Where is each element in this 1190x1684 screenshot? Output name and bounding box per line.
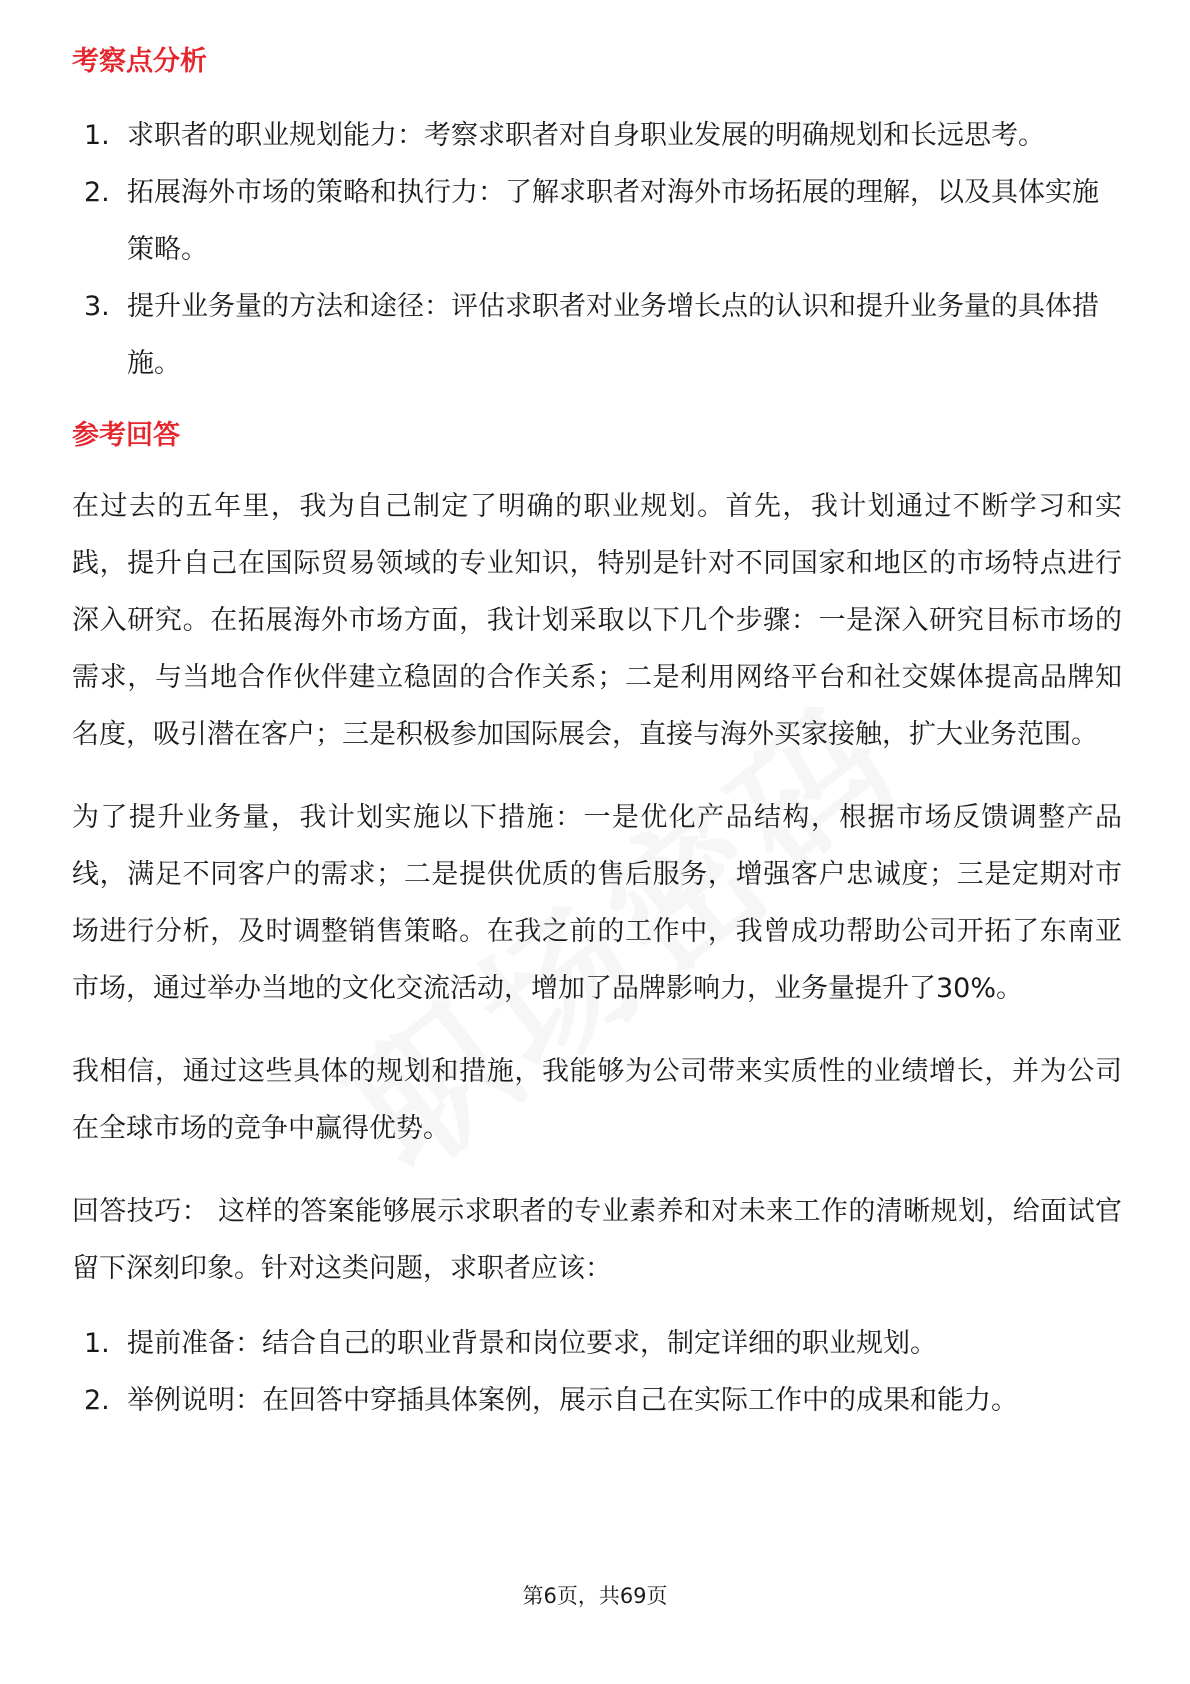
list-text: 提升业务量的方法和途径：评估求职者对业务增长点的认识和提升业务量的具体措施。	[127, 290, 1099, 379]
list-item	[72, 107, 1122, 164]
list-item	[72, 164, 1122, 278]
page-number: 第6页，共69页	[522, 1584, 668, 1608]
analysis-list	[72, 107, 1122, 392]
list-number: 2.	[84, 1385, 110, 1416]
answer-paragraph: 我相信，通过这些具体的规划和措施，我能够为公司带来实质性的业绩增长，并为公司在全球市场的竞争中赢得优势。	[72, 1056, 1122, 1144]
page-content	[72, 42, 1122, 1429]
list-number: 3.	[84, 290, 110, 322]
list-number: 1.	[84, 119, 110, 151]
list-text: 拓展海外市场的策略和执行力：了解求职者对海外市场拓展的理解，以及具体实施策略。	[127, 176, 1099, 265]
analysis-section-title: 考察点分析	[72, 46, 207, 77]
list-text: 提前准备：结合自己的职业背景和岗位要求，制定详细的职业规划。	[127, 1328, 937, 1359]
answer-paragraph: 在过去的五年里，我为自己制定了明确的职业规划。首先，我计划通过不断学习和实践，提升自己在国际贸易领域的专业知识，特别是针对不同国家和地区的市场特点进行深入研究。在拓展海外市场方面，我计划采取以下几个步骤：一是深入研究目标市场的需求，与当地合作伙伴建立稳固的合作关系；二是利用网络平台和社交媒体提高品牌知名度，吸引潜在客户；三是积极参加国际展会，直接与海外买家接触，扩大业务范围。	[72, 491, 1122, 750]
list-text: 举例说明：在回答中穿插具体案例，展示自己在实际工作中的成果和能力。	[127, 1385, 1018, 1416]
list-item	[72, 1315, 1122, 1372]
list-text: 求职者的职业规划能力：考察求职者对自身职业发展的明确规划和长远思考。	[127, 119, 1045, 151]
list-item	[72, 278, 1122, 392]
list-item	[72, 1372, 1122, 1429]
tips-list	[72, 1315, 1122, 1429]
answer-section-title: 参考回答	[72, 419, 180, 451]
list-number: 2.	[84, 176, 110, 208]
answer-paragraph: 为了提升业务量，我计划实施以下措施：一是优化产品结构，根据市场反馈调整产品线，满足不同客户的需求；二是提供优质的售后服务，增强客户忠诚度；三是定期对市场进行分析，及时调整销售策略。在我之前的工作中，我曾成功帮助公司开拓了东南亚市场，通过举办当地的文化交流活动，增加了品牌影响力，业务量提升了30%。	[72, 802, 1122, 1004]
tips-paragraph: 回答技巧： 这样的答案能够展示求职者的专业素养和对未来工作的清晰规划，给面试官留下深刻印象。针对这类问题，求职者应该：	[72, 1196, 1122, 1284]
list-number: 1.	[84, 1328, 110, 1359]
